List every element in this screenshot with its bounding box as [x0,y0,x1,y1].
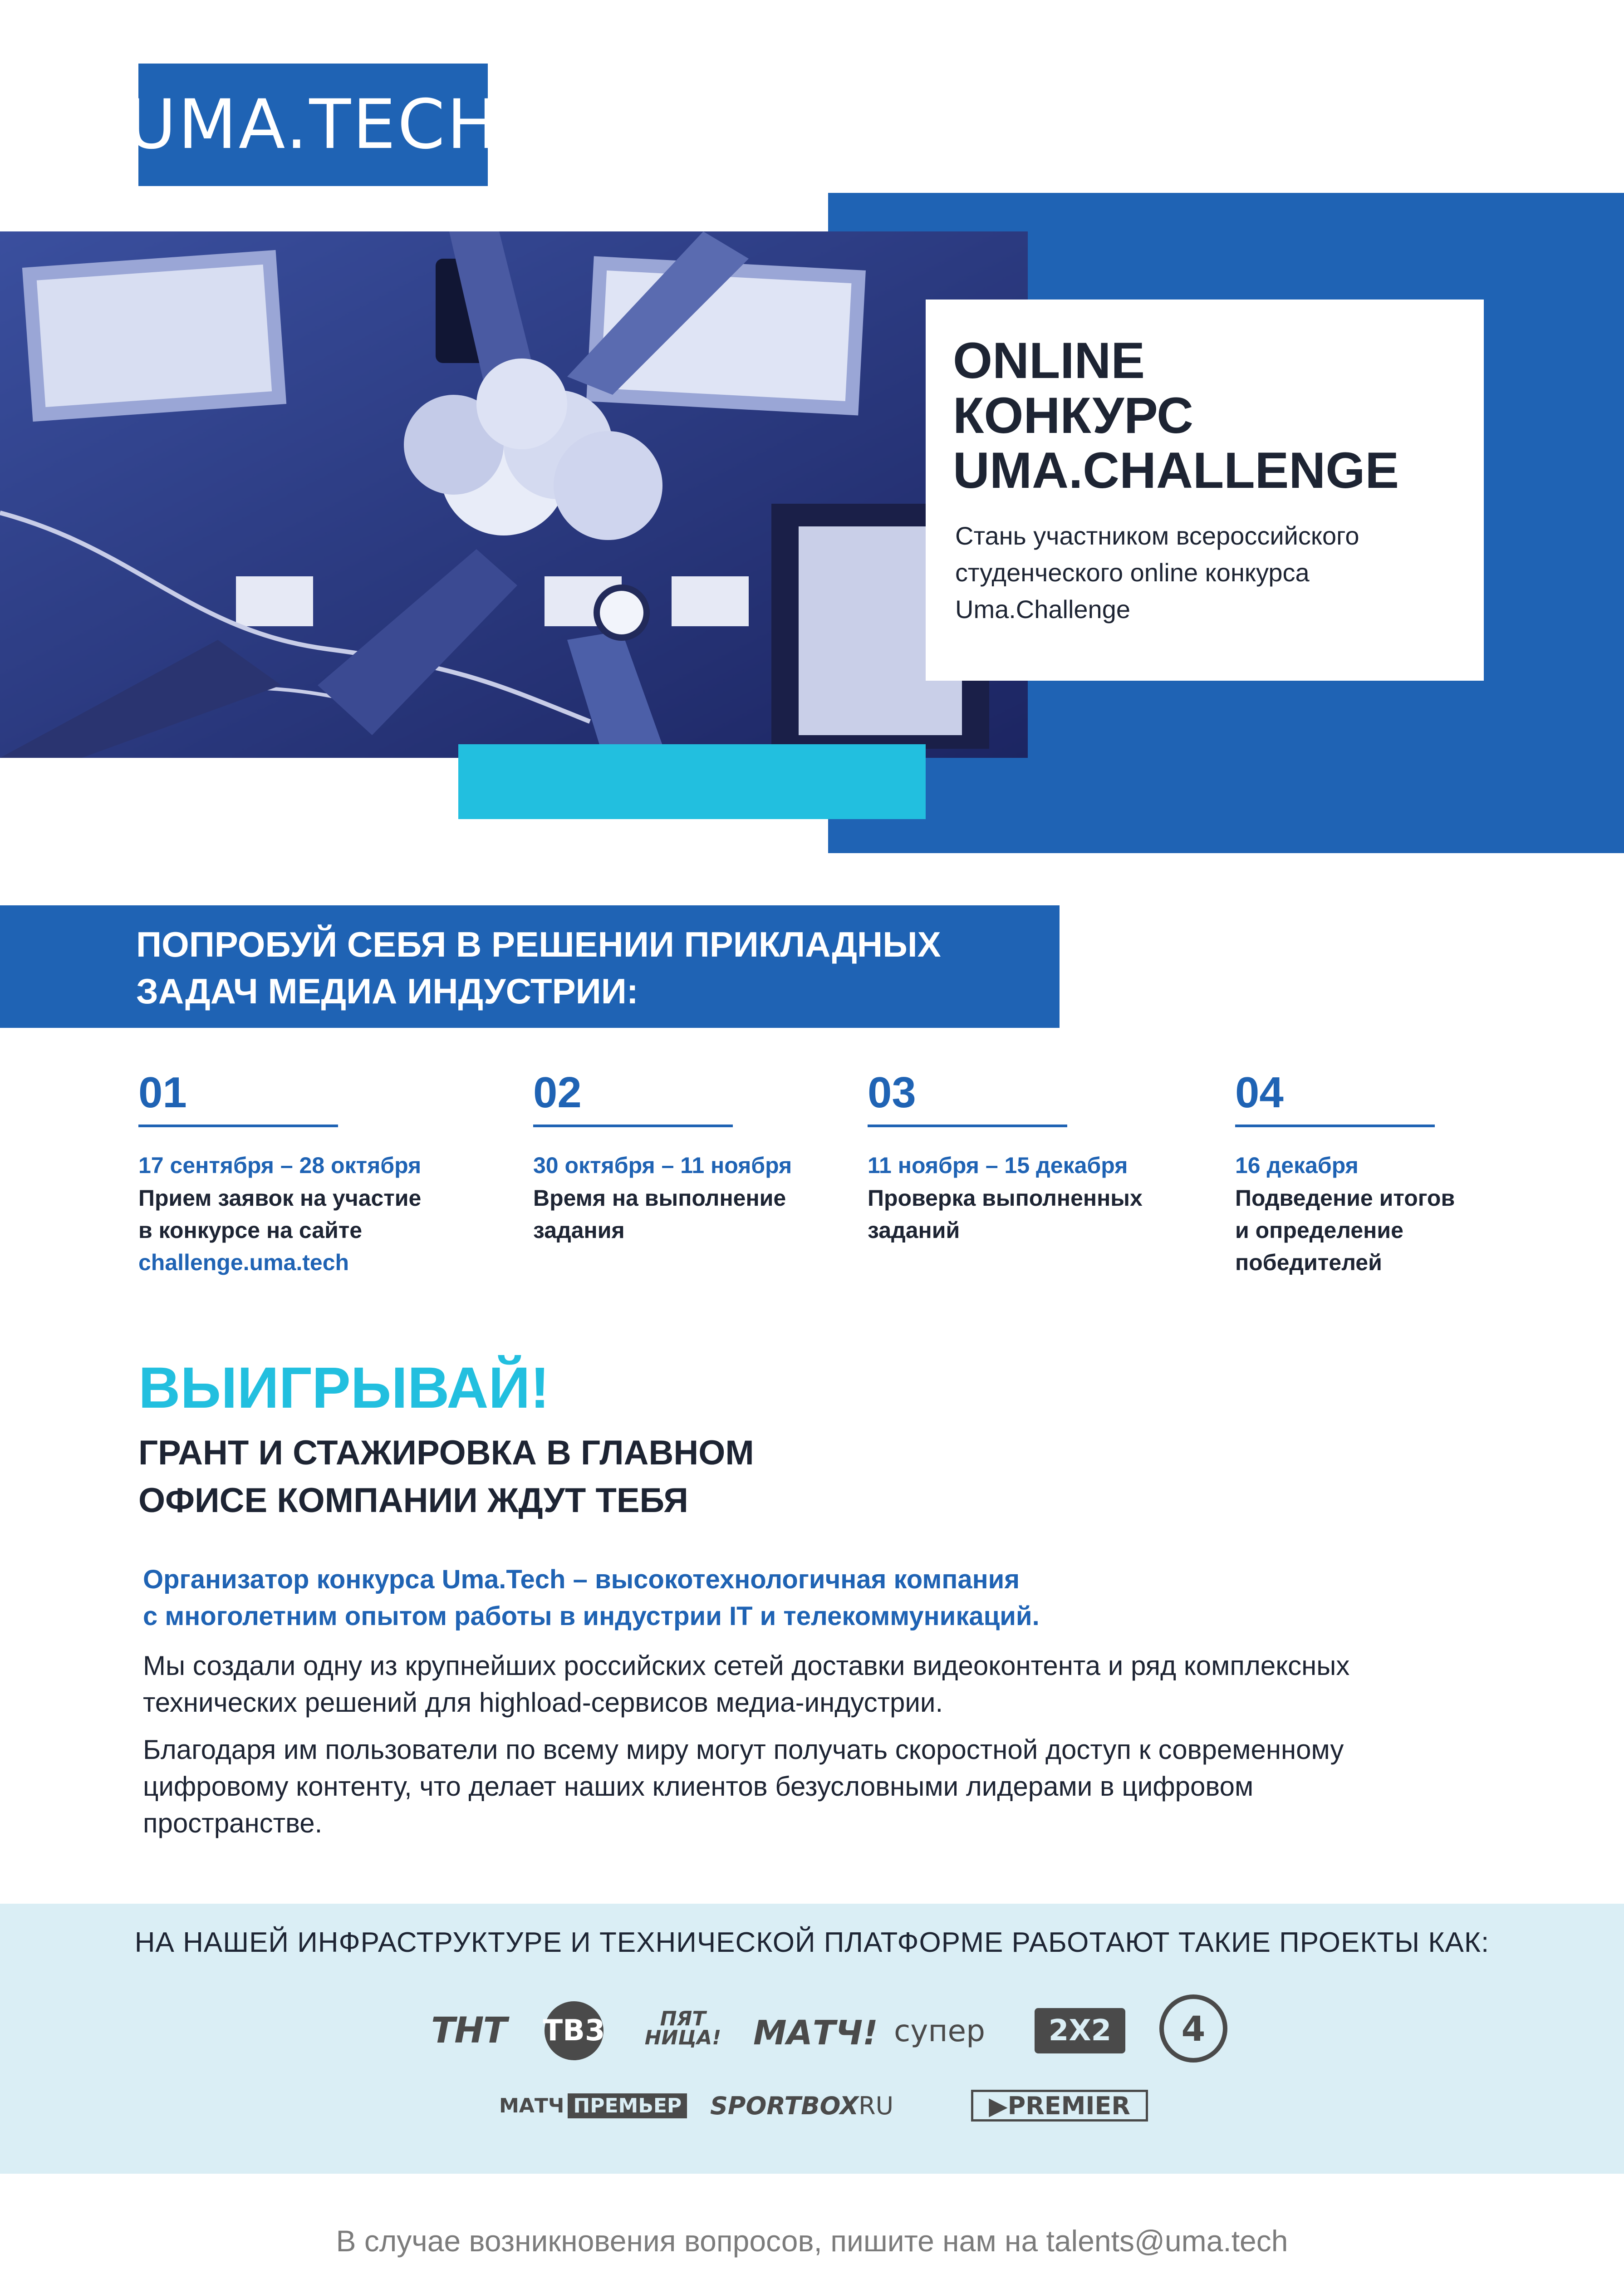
step-description-line: Подведение итогов [1235,1185,1455,1211]
step-description-line: Проверка выполненных [868,1185,1143,1211]
hero-photo-illustration [0,231,1028,758]
sportbox-logo-a: SPORTBOX [710,2091,859,2120]
step-underline [533,1125,733,1127]
challenge-site-link[interactable]: challenge.uma.tech [138,1250,349,1275]
pyatnica-logo [631,1999,735,2058]
win-subheading-line: ГРАНТ И СТАЖИРОВКА В ГЛАВНОМ [138,1434,754,1472]
match-premier-logo [499,2087,687,2124]
step-underline [1235,1125,1435,1127]
hero-subtitle [955,517,1477,628]
hero-subtitle-line: Uma.Challenge [955,595,1130,624]
step-description-line: заданий [868,1218,960,1243]
step-number: 03 [868,1068,916,1117]
step-number: 04 [1235,1068,1284,1117]
premier-logo: ▶PREMIER [971,2090,1148,2122]
step-number: 02 [533,1068,582,1117]
banner-line: ЗАДАЧ МЕДИА ИНДУСТРИИ: [136,971,638,1011]
step-description-line: в конкурсе на сайте [138,1218,363,1243]
paragraph-line: цифровому контенту, что делает наших клиентов безусловными лидерами в цифровом [143,1771,1254,1802]
pyatnica-logo-bottom: НИЦА! [644,2026,721,2049]
step-description [138,1182,456,1247]
paragraph-line: Благодаря им пользователи по всему миру могут получать скоростной доступ к современному [143,1734,1344,1765]
hero-teamwork-photo [0,231,1028,758]
hero-title-line: ONLINE [953,332,1145,389]
hero-title-line: UMA.CHALLENGE [953,442,1399,499]
about-paragraph-2 [143,1731,1344,1842]
win-heading: ВЫИГРЫВАЙ! [138,1356,550,1420]
super-logo: супер [894,2013,985,2048]
step-3 [868,1068,1185,1247]
step-description-line: победителей [1235,1250,1382,1275]
step-date: 17 сентября – 28 октября [138,1153,422,1178]
match-premier-logo-b: ПРЕМЬЕР [568,2093,687,2118]
tnt-logo: ТНТ [431,2010,506,2051]
organizer-statement [143,1561,1040,1635]
about-paragraph-1 [143,1647,1349,1721]
challenge-banner-heading [136,921,1044,1015]
step-date: 11 ноября – 15 декабря [868,1153,1128,1178]
banner-line: ПОПРОБУЙ СЕБЯ В РЕШЕНИИ ПРИКЛАДНЫХ [136,924,941,964]
step-description-line: Прием заявок на участие [138,1185,422,1211]
paragraph-line: пространстве. [143,1808,323,1838]
step-description-line: Время на выполнение [533,1185,786,1211]
step-description-line: задания [533,1218,625,1243]
paragraph-line: Мы создали одну из крупнейших российских сетей доставки видеоконтента и ряд комплексных [143,1650,1350,1681]
step-description [868,1182,1185,1247]
hero-subtitle-line: студенческого online конкурса [955,558,1310,587]
step-underline [868,1125,1067,1127]
sportbox-logo-b: RU [859,2091,894,2120]
step-4 [1235,1068,1553,1279]
step-1 [138,1068,456,1279]
uma-tech-logo: UMA.TECH [138,64,488,186]
projects-heading: НА НАШЕЙ ИНФРАСТРУКТУРЕ И ТЕХНИЧЕСКОЙ ПЛАТФОРМЕ РАБОТАЮТ ТАКИЕ ПРОЕКТЫ КАК: [134,1927,1490,1958]
organizer-line: Организатор конкурса Uma.Tech – высокотехнологичная компания [143,1565,1020,1594]
tv3-logo: ТВ3 [545,2001,603,2060]
step-date: 30 октября – 11 ноября [533,1153,792,1178]
win-subheading-line: ОФИСЕ КОМПАНИИ ЖДУТ ТЕБЯ [138,1481,688,1520]
step-underline [138,1125,338,1127]
match-premier-logo-a: МАТЧ [499,2094,564,2117]
organizer-line: с многолетним опытом работы в индустрии IT и телекоммуникаций. [143,1601,1040,1631]
two-x-two-logo: 2X2 [1035,2008,1125,2053]
step-number: 01 [138,1068,187,1117]
hero-title-line: КОНКУРС [953,387,1193,444]
contact-line: В случае возникновения вопросов, пишите нам на talents@uma.tech [336,2224,1288,2258]
step-description [533,1182,851,1247]
hero-cyan-accent [458,744,926,819]
tnt4-logo: 4 [1159,1994,1227,2063]
pyatnica-logo-top: ПЯТ [660,2007,706,2031]
step-date: 16 декабря [1235,1153,1359,1178]
win-subheading [138,1429,754,1525]
hero-subtitle-line: Стань участником всероссийского [955,521,1359,550]
match-logo: МАТЧ! [753,2014,878,2053]
paragraph-line: технических решений для highload-сервисов медиа-индустрии. [143,1687,943,1718]
step-description-line: и определение [1235,1218,1403,1243]
hero-title [953,334,1475,498]
step-2 [533,1068,851,1247]
step-description [1235,1182,1553,1279]
sportbox-logo [710,2087,893,2124]
